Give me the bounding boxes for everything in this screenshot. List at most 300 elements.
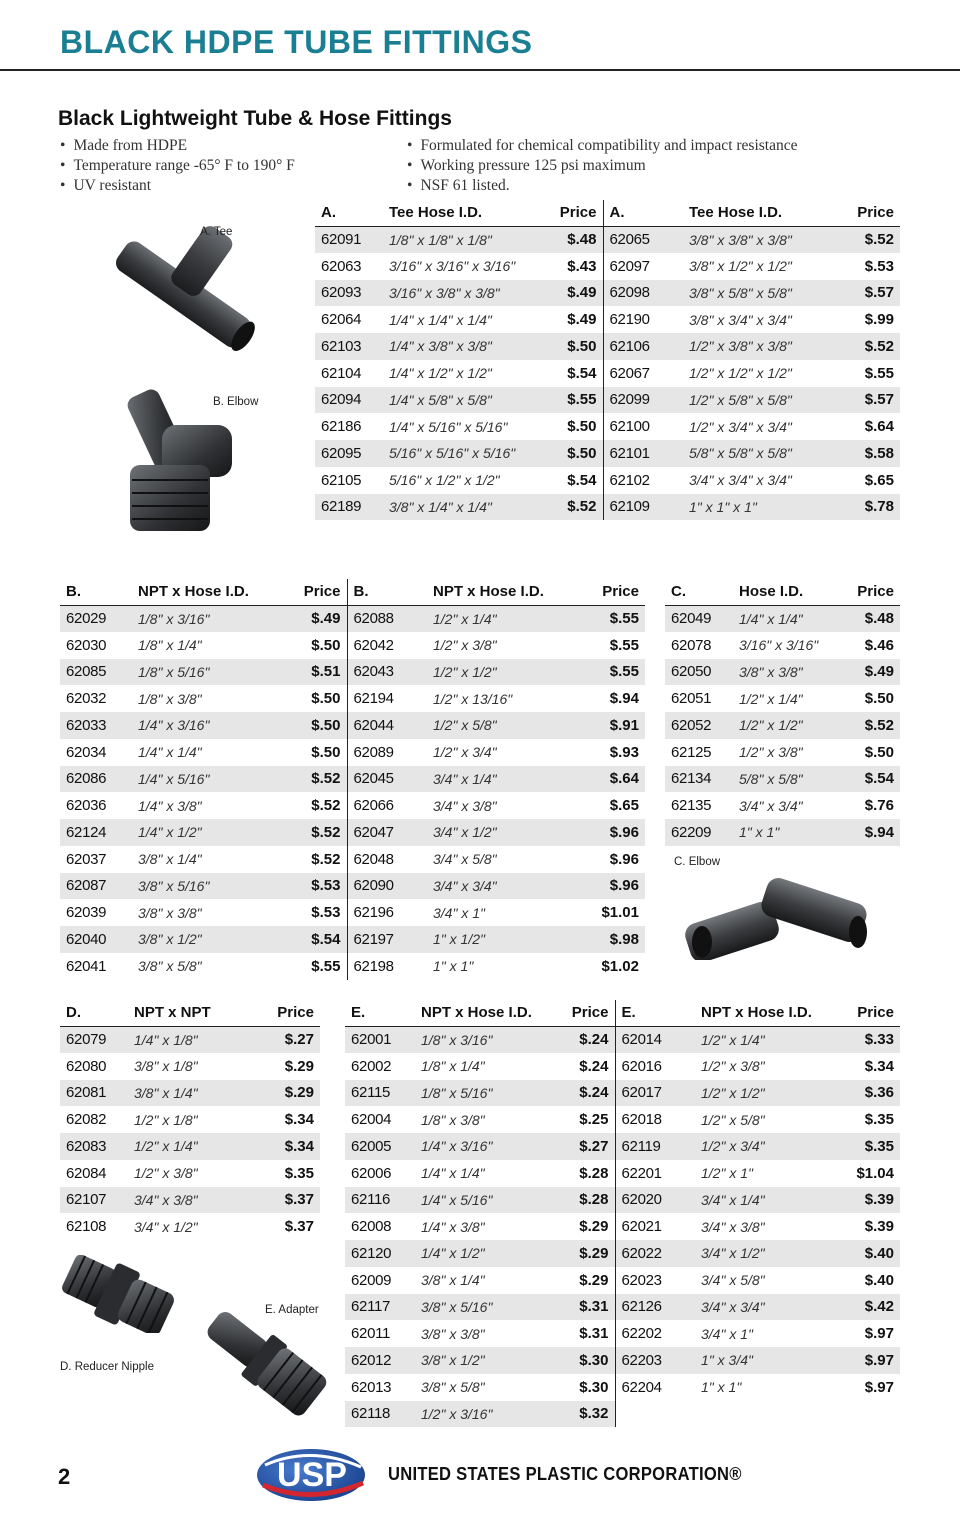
price-cell: $.57 xyxy=(841,280,900,307)
price-cell: $.97 xyxy=(864,1325,894,1343)
column-header: B. xyxy=(60,579,132,605)
price-cell: $.52 xyxy=(311,850,341,868)
size-cell: 3/8" x 3/8" xyxy=(733,659,849,686)
price-cell: $.29 xyxy=(565,1240,615,1267)
table-row xyxy=(60,1187,320,1214)
size-cell: 3/8" x 5/8" x 5/8" xyxy=(683,280,841,307)
price-cell: $.33 xyxy=(845,1026,900,1053)
table-row xyxy=(60,792,645,819)
column-header: C. xyxy=(665,579,733,605)
price-cell: $.53 xyxy=(292,873,347,900)
part-number: 62051 xyxy=(671,690,712,708)
size-cell: 1/2" x 3/4" x 3/4" xyxy=(689,418,792,435)
price-cell: $.29 xyxy=(284,1057,314,1075)
features-list-left xyxy=(60,136,295,196)
size-cell: 1/2" x 1/2" xyxy=(427,659,587,686)
price-cell: $.65 xyxy=(609,797,639,815)
price-cell: $.25 xyxy=(579,1111,609,1129)
price-cell: $.58 xyxy=(841,440,900,467)
part-number: 62021 xyxy=(615,1213,695,1240)
part-number: 62204 xyxy=(615,1374,695,1401)
part-number: 62047 xyxy=(347,819,427,846)
price-cell: $.78 xyxy=(841,494,900,521)
part-number: 62002 xyxy=(351,1057,392,1075)
part-number: 62186 xyxy=(321,418,362,436)
table-row xyxy=(60,1053,320,1080)
size-cell: 3/8" x 1/4" x 1/4" xyxy=(383,494,547,521)
size-cell: 1/2" x 3/4" xyxy=(695,1133,845,1160)
price-cell: $.27 xyxy=(258,1026,320,1053)
price-cell: $1.01 xyxy=(601,904,639,922)
size-cell: 1/4" x 1/4" xyxy=(733,605,849,632)
size-cell: 1/2" x 5/8" x 5/8" xyxy=(683,387,841,414)
part-number: 62084 xyxy=(66,1164,107,1182)
table-header-row xyxy=(60,1000,320,1026)
part-number: 62034 xyxy=(66,743,107,761)
price-cell: $.52 xyxy=(311,797,341,815)
table-row xyxy=(60,926,645,953)
size-cell: 1" x 1" xyxy=(733,819,849,846)
part-number: 62023 xyxy=(615,1267,695,1294)
table-row xyxy=(60,766,645,793)
price-cell: $.30 xyxy=(565,1347,615,1374)
price-cell: $.97 xyxy=(864,1378,894,1396)
price-cell: $.39 xyxy=(864,1218,894,1236)
size-cell: 3/8" x 3/8" x 3/8" xyxy=(683,226,841,253)
part-number: 62109 xyxy=(603,494,683,521)
table-row xyxy=(315,226,900,253)
size-cell: 1/2" x 1/4" xyxy=(739,690,803,707)
part-number: 62203 xyxy=(615,1347,695,1374)
part-number: 62020 xyxy=(615,1187,695,1214)
price-cell: $.52 xyxy=(292,819,347,846)
price-cell: $.99 xyxy=(864,311,894,329)
price-cell: $.39 xyxy=(845,1187,900,1214)
table-header-row xyxy=(315,200,900,226)
part-number: 62091 xyxy=(315,226,383,253)
size-cell: 1/4" x 1/2" xyxy=(415,1240,565,1267)
size-cell: 5/16" x 1/2" x 1/2" xyxy=(389,472,500,489)
table-header-row xyxy=(665,579,900,605)
part-number: 62039 xyxy=(66,904,107,922)
price-cell: $.49 xyxy=(547,280,603,307)
price-cell: $.55 xyxy=(311,957,341,975)
part-number: 62197 xyxy=(347,926,427,953)
size-cell: 3/4" x 3/8" xyxy=(128,1187,258,1214)
size-cell: 1" x 1" xyxy=(433,958,474,975)
part-number: 62006 xyxy=(351,1164,392,1182)
part-number: 62040 xyxy=(60,926,132,953)
size-cell: 1/4" x 1/8" xyxy=(128,1026,258,1053)
price-cell: $.64 xyxy=(587,766,645,793)
part-number: 62089 xyxy=(347,739,427,766)
part-number: 62125 xyxy=(671,743,712,761)
size-cell: 3/8" x 1/2" xyxy=(415,1347,565,1374)
size-cell: 3/16" x 3/16" x 3/16" xyxy=(389,258,516,275)
price-cell: $.27 xyxy=(565,1133,615,1160)
part-number: 62012 xyxy=(345,1347,415,1374)
part-number: 62102 xyxy=(603,467,683,494)
price-cell: $.24 xyxy=(579,1057,609,1075)
header-divider xyxy=(0,69,960,71)
part-number: 62052 xyxy=(665,712,733,739)
size-cell: 1/2" x 1/2" xyxy=(733,712,849,739)
size-cell: 1/2" x 1/4" xyxy=(128,1133,258,1160)
elbow-fitting-image xyxy=(122,385,247,540)
size-cell: 3/4" x 1/2" xyxy=(134,1218,198,1235)
feature-item: • Working pressure 125 psi maximum xyxy=(407,156,797,176)
size-cell: 3/8" x 5/16" xyxy=(132,873,292,900)
table-row xyxy=(60,632,645,659)
size-cell: 3/4" x 1/4" xyxy=(695,1187,845,1214)
price-cell: $.49 xyxy=(849,659,900,686)
size-cell: 1/2" x 3/4" xyxy=(433,744,497,761)
hose-elbow-price-table xyxy=(665,579,900,846)
feature-item: • NSF 61 listed. xyxy=(407,176,797,196)
part-number: 62042 xyxy=(347,632,427,659)
size-cell: 1/4" x 3/16" xyxy=(132,712,292,739)
part-number: 62067 xyxy=(603,360,683,387)
part-number: 62036 xyxy=(66,797,107,815)
price-cell: $.29 xyxy=(579,1218,609,1236)
size-cell: 3/8" x 1/4" xyxy=(128,1080,258,1107)
hose-elbow-image xyxy=(682,878,872,960)
size-cell: 1/8" x 1/4" xyxy=(138,637,202,654)
size-cell: 1/8" x 3/8" xyxy=(138,690,202,707)
part-number: 62209 xyxy=(665,819,733,846)
part-number: 62085 xyxy=(60,659,132,686)
table-row xyxy=(60,605,645,632)
part-number: 62048 xyxy=(347,846,427,873)
column-header: Tee Hose I.D. xyxy=(683,200,841,226)
table-row xyxy=(345,1133,900,1160)
table-row xyxy=(60,685,645,712)
table-row xyxy=(60,1026,320,1053)
table-row xyxy=(60,1106,320,1133)
price-cell: $.31 xyxy=(565,1294,615,1321)
part-number: 62118 xyxy=(345,1401,415,1428)
column-header: Price xyxy=(258,1000,320,1026)
table-row xyxy=(60,712,645,739)
price-cell: $.52 xyxy=(292,766,347,793)
price-cell: $.35 xyxy=(845,1133,900,1160)
table-row xyxy=(345,1374,900,1401)
price-cell: $.40 xyxy=(864,1271,894,1289)
price-cell: $.94 xyxy=(849,819,900,846)
size-cell: 1/8" x 3/16" xyxy=(415,1026,565,1053)
price-cell: $.28 xyxy=(579,1164,609,1182)
size-cell: 1/2" x 3/8" xyxy=(433,637,497,654)
part-number: 62115 xyxy=(345,1080,415,1107)
price-cell: $.34 xyxy=(864,1057,894,1075)
column-header: Price xyxy=(587,579,645,605)
part-number: 62100 xyxy=(603,413,683,440)
size-cell: 3/8" x 1/2" x 1/2" xyxy=(689,258,792,275)
size-cell: 3/8" x 5/8" xyxy=(421,1379,485,1396)
table-row xyxy=(345,1320,900,1347)
size-cell: 3/4" x 3/4" x 3/4" xyxy=(689,472,792,489)
size-cell: 1/8" x 1/4" xyxy=(421,1058,485,1075)
price-cell: $.64 xyxy=(864,418,894,436)
price-cell: $.28 xyxy=(565,1187,615,1214)
size-cell: 1/8" x 3/16" xyxy=(132,605,292,632)
size-cell: 1" x 3/4" xyxy=(695,1347,845,1374)
price-cell: $.24 xyxy=(565,1026,615,1053)
column-header: A. xyxy=(603,200,683,226)
part-number: 62194 xyxy=(347,685,427,712)
price-cell: $.55 xyxy=(547,387,603,414)
column-header: Price xyxy=(292,579,347,605)
table-row xyxy=(665,712,900,739)
table-row xyxy=(665,659,900,686)
size-cell: 3/8" x 1/8" xyxy=(134,1058,198,1075)
part-number: 62099 xyxy=(603,387,683,414)
part-number: 62116 xyxy=(345,1187,415,1214)
size-cell: 1/4" x 5/8" x 5/8" xyxy=(383,387,547,414)
column-header: B. xyxy=(347,579,427,605)
price-cell xyxy=(845,1401,900,1428)
table-row xyxy=(315,333,900,360)
part-number: 62196 xyxy=(347,899,427,926)
price-cell: $.48 xyxy=(849,605,900,632)
size-cell: 1/4" x 1/4" xyxy=(138,744,202,761)
price-cell: $.49 xyxy=(292,605,347,632)
table-row xyxy=(665,819,900,846)
part-number: 62189 xyxy=(315,494,383,521)
part-number: 62013 xyxy=(351,1378,392,1396)
table-row xyxy=(315,306,900,333)
size-cell: 3/16" x 3/16" xyxy=(739,637,819,654)
part-number: 62104 xyxy=(321,364,362,382)
price-cell: $.55 xyxy=(864,364,894,382)
price-cell: $.36 xyxy=(845,1080,900,1107)
npt-hose-price-table xyxy=(60,579,645,980)
part-number: 62101 xyxy=(603,440,683,467)
size-cell: 1/2" x 1/2" x 1/2" xyxy=(689,365,792,382)
part-number: 62190 xyxy=(603,306,683,333)
table-row xyxy=(345,1160,900,1187)
table-row xyxy=(345,1106,900,1133)
price-cell: $.52 xyxy=(849,712,900,739)
size-cell xyxy=(695,1401,845,1428)
price-cell: $.52 xyxy=(841,333,900,360)
reducer-nipple-image xyxy=(60,1255,175,1333)
part-number: 62079 xyxy=(60,1026,128,1053)
size-cell: 3/8" x 3/8" xyxy=(421,1325,485,1342)
price-cell: $.97 xyxy=(845,1347,900,1374)
price-cell: $.76 xyxy=(864,797,894,815)
table-row xyxy=(345,1294,900,1321)
part-number: 62094 xyxy=(315,387,383,414)
usp-logo xyxy=(255,1445,370,1503)
size-cell: 3/8" x 5/16" xyxy=(415,1294,565,1321)
price-cell: $.29 xyxy=(258,1080,320,1107)
size-cell: 1/4" x 3/8" xyxy=(138,797,202,814)
table-row xyxy=(315,387,900,414)
price-cell: $.96 xyxy=(587,873,645,900)
price-cell: $.50 xyxy=(311,690,341,708)
size-cell: 3/4" x 3/4" xyxy=(427,873,587,900)
table-row xyxy=(315,413,900,440)
size-cell: 1/2" x 3/8" xyxy=(134,1165,198,1182)
table-row xyxy=(665,685,900,712)
price-cell: $.29 xyxy=(579,1271,609,1289)
table-row xyxy=(665,632,900,659)
part-number xyxy=(615,1401,695,1428)
price-cell: $1.04 xyxy=(856,1164,894,1182)
column-header: Price xyxy=(565,1000,615,1026)
page-title: BLACK HDPE TUBE FITTINGS xyxy=(60,24,533,60)
part-number: 62198 xyxy=(347,953,427,980)
size-cell: 5/16" x 5/16" x 5/16" xyxy=(383,440,547,467)
reducer-caption: D. Reducer Nipple xyxy=(60,1361,154,1373)
price-cell: $.98 xyxy=(587,926,645,953)
feature-item: • UV resistant xyxy=(60,176,295,196)
price-cell: $.35 xyxy=(864,1111,894,1129)
price-cell: $.31 xyxy=(579,1325,609,1343)
size-cell: 3/4" x 1/2" xyxy=(695,1240,845,1267)
price-cell: $.48 xyxy=(547,226,603,253)
size-cell: 1/8" x 5/16" xyxy=(415,1080,565,1107)
part-number: 62016 xyxy=(615,1053,695,1080)
table-row xyxy=(315,253,900,280)
table-row xyxy=(60,873,645,900)
column-header: Hose I.D. xyxy=(733,579,849,605)
table-row xyxy=(315,440,900,467)
size-cell: 5/8" x 5/8" x 5/8" xyxy=(683,440,841,467)
part-number: 62037 xyxy=(66,850,107,868)
price-cell: $.51 xyxy=(292,659,347,686)
table-row xyxy=(315,494,900,521)
price-cell: $.50 xyxy=(547,440,603,467)
size-cell: 1/4" x 1/4" x 1/4" xyxy=(389,311,492,328)
tee-fitting-image xyxy=(100,218,270,366)
table-row xyxy=(315,360,900,387)
part-number: 62093 xyxy=(315,280,383,307)
part-number: 62065 xyxy=(603,226,683,253)
size-cell: 3/8" x 5/8" xyxy=(138,958,202,975)
feature-item: • Formulated for chemical compatibility and impact resistance xyxy=(407,136,797,156)
price-cell: $.53 xyxy=(311,904,341,922)
price-cell: $.40 xyxy=(845,1240,900,1267)
table-row xyxy=(60,1080,320,1107)
column-header: NPT x NPT xyxy=(128,1000,258,1026)
table-row xyxy=(60,846,645,873)
price-cell: $.50 xyxy=(292,712,347,739)
adapter-price-table xyxy=(345,1000,900,1427)
column-header: NPT x Hose I.D. xyxy=(415,1000,565,1026)
price-cell: $.43 xyxy=(567,257,597,275)
part-number: 62018 xyxy=(615,1106,695,1133)
table-row xyxy=(60,819,645,846)
price-cell: $.54 xyxy=(849,766,900,793)
price-cell: $1.02 xyxy=(601,957,639,975)
table-row xyxy=(60,899,645,926)
part-number: 62029 xyxy=(60,605,132,632)
price-cell: $.52 xyxy=(547,494,603,521)
size-cell: 1/2" x 5/8" xyxy=(701,1111,765,1128)
column-header: D. xyxy=(60,1000,128,1026)
table-row xyxy=(345,1267,900,1294)
price-cell: $.34 xyxy=(258,1133,320,1160)
part-number: 62119 xyxy=(615,1133,695,1160)
part-number: 62088 xyxy=(347,605,427,632)
part-number: 62080 xyxy=(66,1057,107,1075)
price-cell: $.32 xyxy=(565,1401,615,1428)
column-header: E. xyxy=(345,1000,415,1026)
part-number: 62033 xyxy=(60,712,132,739)
part-number: 62064 xyxy=(321,311,362,329)
column-header: Price xyxy=(845,1000,900,1026)
price-cell: $.52 xyxy=(841,226,900,253)
table-row xyxy=(60,1213,320,1240)
part-number: 62008 xyxy=(351,1218,392,1236)
size-cell: 1/2" x 3/8" xyxy=(739,744,803,761)
part-number: 62103 xyxy=(315,333,383,360)
price-cell: $.65 xyxy=(864,471,894,489)
part-number: 62097 xyxy=(603,253,683,280)
price-cell: $.94 xyxy=(609,690,639,708)
table-row xyxy=(345,1401,900,1428)
part-number: 62126 xyxy=(615,1294,695,1321)
column-header: NPT x Hose I.D. xyxy=(132,579,292,605)
size-cell: 3/4" x 3/4" xyxy=(739,797,803,814)
table-row xyxy=(665,766,900,793)
part-number: 62134 xyxy=(665,766,733,793)
size-cell: 3/8" x 3/8" xyxy=(138,904,202,921)
size-cell: 1/2" x 1" xyxy=(701,1165,753,1182)
feature-item: • Temperature range -65° F to 190° F xyxy=(60,156,295,176)
price-cell: $.50 xyxy=(864,690,894,708)
price-cell: $.34 xyxy=(284,1111,314,1129)
part-number: 62086 xyxy=(60,766,132,793)
size-cell: 3/8" x 1/2" xyxy=(132,926,292,953)
table-row xyxy=(665,792,900,819)
table-row xyxy=(60,739,645,766)
size-cell: 5/8" x 5/8" xyxy=(733,766,849,793)
column-header: A. xyxy=(315,200,383,226)
size-cell: 3/4" x 1" xyxy=(433,904,485,921)
size-cell: 3/4" x 3/4" xyxy=(695,1294,845,1321)
part-number: 62049 xyxy=(665,605,733,632)
part-number: 62082 xyxy=(66,1111,107,1129)
part-number: 62087 xyxy=(60,873,132,900)
table-row xyxy=(345,1240,900,1267)
table-header-row xyxy=(60,579,645,605)
part-number: 62043 xyxy=(347,659,427,686)
section-title: Black Lightweight Tube & Hose Fittings xyxy=(58,107,452,130)
page-number: 2 xyxy=(58,1464,71,1489)
part-number: 62044 xyxy=(347,712,427,739)
price-cell: $.30 xyxy=(579,1378,609,1396)
part-number: 62014 xyxy=(615,1026,695,1053)
price-cell: $.24 xyxy=(565,1080,615,1107)
size-cell: 3/4" x 5/8" xyxy=(701,1272,765,1289)
price-cell: $.53 xyxy=(864,257,894,275)
price-cell: $.50 xyxy=(547,333,603,360)
size-cell: 1/4" x 3/16" xyxy=(415,1133,565,1160)
column-header: NPT x Hose I.D. xyxy=(427,579,587,605)
size-cell: 1/2" x 3/8" x 3/8" xyxy=(683,333,841,360)
price-cell: $.55 xyxy=(609,636,639,654)
table-row xyxy=(665,605,900,632)
table-row xyxy=(315,280,900,307)
size-cell: 1/2" x 5/8" xyxy=(427,712,587,739)
part-number: 62017 xyxy=(615,1080,695,1107)
part-number: 62032 xyxy=(66,690,107,708)
size-cell: 3/4" x 1/2" xyxy=(427,819,587,846)
price-cell: $.93 xyxy=(609,743,639,761)
